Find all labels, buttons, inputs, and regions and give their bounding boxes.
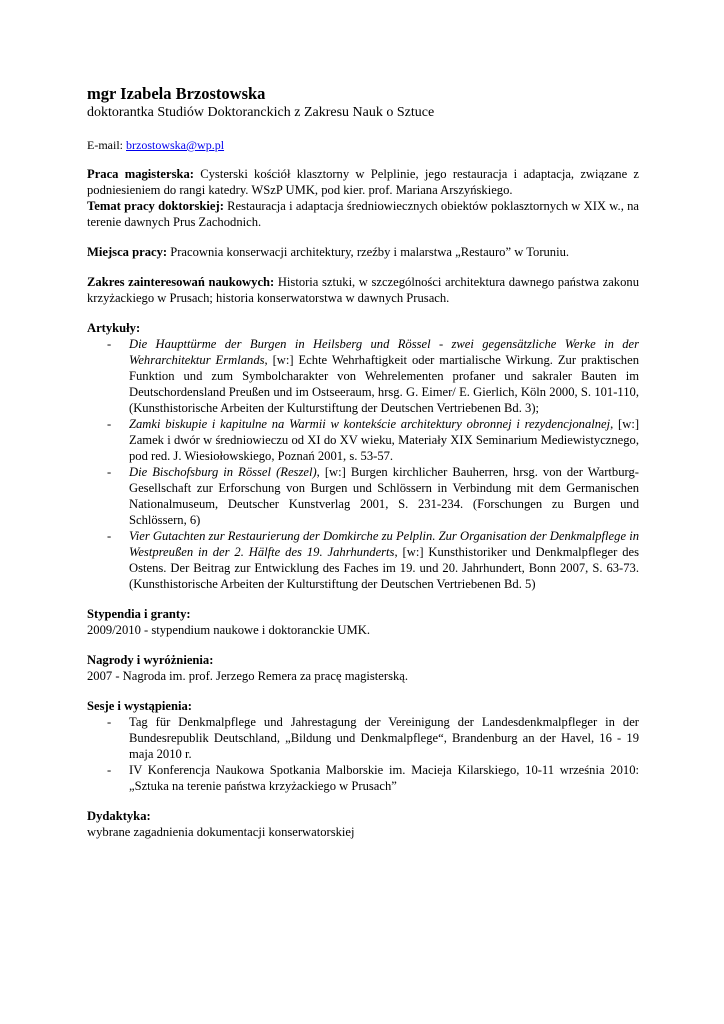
person-subtitle: doktorantka Studiów Doktoranckich z Zakresu Nauk o Sztuce: [87, 105, 435, 120]
bullet: -: [107, 763, 112, 777]
miejsce-pracy-text: Pracownia konserwacji architektury, rzeźby i malarstwa „Restauro” w Toruniu.: [167, 245, 570, 259]
list-item: [87, 464, 639, 528]
email-label: E-mail:: [87, 138, 126, 152]
zainteresowania: [87, 274, 639, 306]
session-text: Tag für Denkmalpflege und Jahrestagung der Vereinigung der Landesdenkmalpfleger in der Bundesrepublik Deutschland, „Bildung und Denkmalpflege“, Brandenburg an der Havel, 16 - 19 maja 2010 r.: [129, 715, 639, 761]
article-details: , [w:] Burgen kirchlicher Bauherren, hrsg. von der Wartburg-Gesellschaft zur Erforschung von Burgen und Schlössern in Verbindung mit dem Germanischen Nationalmuseum, Deutscher Kunstverlag 2001, S. 231-234. (Forschungen zu Burgen und Schlössern, 6): [129, 465, 639, 527]
article-title: Die Haupttürme der Burgen in Heilsberg und Rössel - zwei gegensätzliche Werke in der Wehrarchitektur Ermlands: [129, 337, 639, 367]
person-name: mgr Izabela Brzostowska: [87, 84, 266, 103]
nagrody-text: 2007 - Nagroda im. prof. Jerzego Remera za pracę magisterską.: [87, 669, 409, 683]
bullet: -: [107, 465, 112, 479]
article-details: , [w:] Kunsthistoriker und Denkmalpfleger des Ostens. Der Beitrag zur Entwicklung des Faches im 19. und 20. Jahrhundert, Bonn 2007, S. 63-73. (Kunsthistorische Arbeiten der Kulturstiftung der Deutschen Vertriebenen Bd. 5): [129, 545, 639, 591]
bullet: -: [107, 715, 112, 729]
list-item: [87, 528, 639, 592]
praca-magisterska-text: Cysterski kościół klasztorny w Pelplinie, jego restauracja i adaptacja, związane z podniesieniem do rangi katedry. WSzP UMK, pod kier. prof. Mariana Arszyńskiego.: [87, 167, 639, 197]
article-title: Vier Gutachten zur Restaurierung der Domkirche zu Pelplin. Zur Organisation der Denkmalpflege in Westpreußen in der 2. Hälfte des 19. Jahrhunderts: [129, 529, 639, 559]
zainteresowania-text: Historia sztuki, w szczególności architektura dawnego państwa zakonu krzyżackiego w Prusach; historia konserwatorstwa w dawnych Prusach.: [87, 275, 639, 305]
dydaktyka-text: wybrane zagadnienia dokumentacji konserwatorskiej: [87, 825, 355, 839]
stypendia-heading: Stypendia i granty:: [87, 607, 191, 621]
bullet: -: [107, 417, 112, 431]
miejsce-pracy-label: Miejsca pracy:: [87, 245, 168, 259]
session-text: IV Konferencja Naukowa Spotkania Malborskie im. Macieja Kilarskiego, 10-11 września 2010: „Sztuka na terenie państwa krzyżackiego w Prusach”: [129, 763, 639, 793]
artykuly-heading: Artykuły:: [87, 321, 141, 335]
stypendia-text: 2009/2010 - stypendium naukowe i doktoranckie UMK.: [87, 623, 370, 637]
sesje-list: [87, 714, 639, 794]
praca-magisterska: [87, 166, 639, 198]
nagrody-heading: Nagrody i wyróżnienia:: [87, 653, 214, 667]
dydaktyka-heading: Dydaktyka:: [87, 809, 151, 823]
temat-doktorski: [87, 198, 639, 230]
cv-page: [87, 84, 639, 840]
sesje-heading: Sesje i wystąpienia:: [87, 699, 192, 713]
article-title: Die Bischofsburg in Rössel (Reszel): [129, 465, 317, 479]
article-details: , [w:] Zamek i dwór w średniowieczu od XI do XV wieku, Materiały XIX Seminarium Mediewistycznego, pod red. J. Wiesiołowskiego, Poznań 2001, s. 53-57.: [129, 417, 640, 463]
temat-doktorski-label: Temat pracy doktorskiej:: [87, 199, 224, 213]
miejsce-pracy: [87, 244, 639, 260]
praca-magisterska-label: Praca magisterska:: [87, 167, 194, 181]
temat-doktorski-text: Restauracja i adaptacja średniowiecznych obiektów poklasztornych w XIX w., na terenie dawnych Prus Zachodnich.: [87, 199, 639, 229]
article-details: , [w:] Echte Wehrhaftigkeit oder martialische Wirkung. Zur praktischen Funktion und zum Symbolcharakter von Wehrelementen profaner und sakraler Bauten im Deutschordensland Preußen und im Ostseeraum, hrsg. G. Eimer/ E. Gierlich, Köln 2000, S. 101-110, (Kunsthistorische Arbeiten der Kulturstiftung der Deutschen Vertriebenen Bd. 3);: [129, 353, 639, 415]
artykuly-list: [87, 336, 639, 592]
list-item: [87, 336, 639, 416]
list-item: [87, 714, 639, 762]
bullet: -: [107, 337, 112, 351]
article-title: Zamki biskupie i kapitulne na Warmii w kontekście architektury obronnej i rezydencjonalnej: [129, 417, 611, 431]
zainteresowania-label: Zakres zainteresowań naukowych:: [87, 275, 275, 289]
bullet: -: [107, 529, 112, 543]
list-item: [87, 762, 639, 794]
list-item: [87, 416, 639, 464]
email-link[interactable]: brzostowska@wp.pl: [126, 138, 225, 152]
email-line: [87, 137, 639, 153]
